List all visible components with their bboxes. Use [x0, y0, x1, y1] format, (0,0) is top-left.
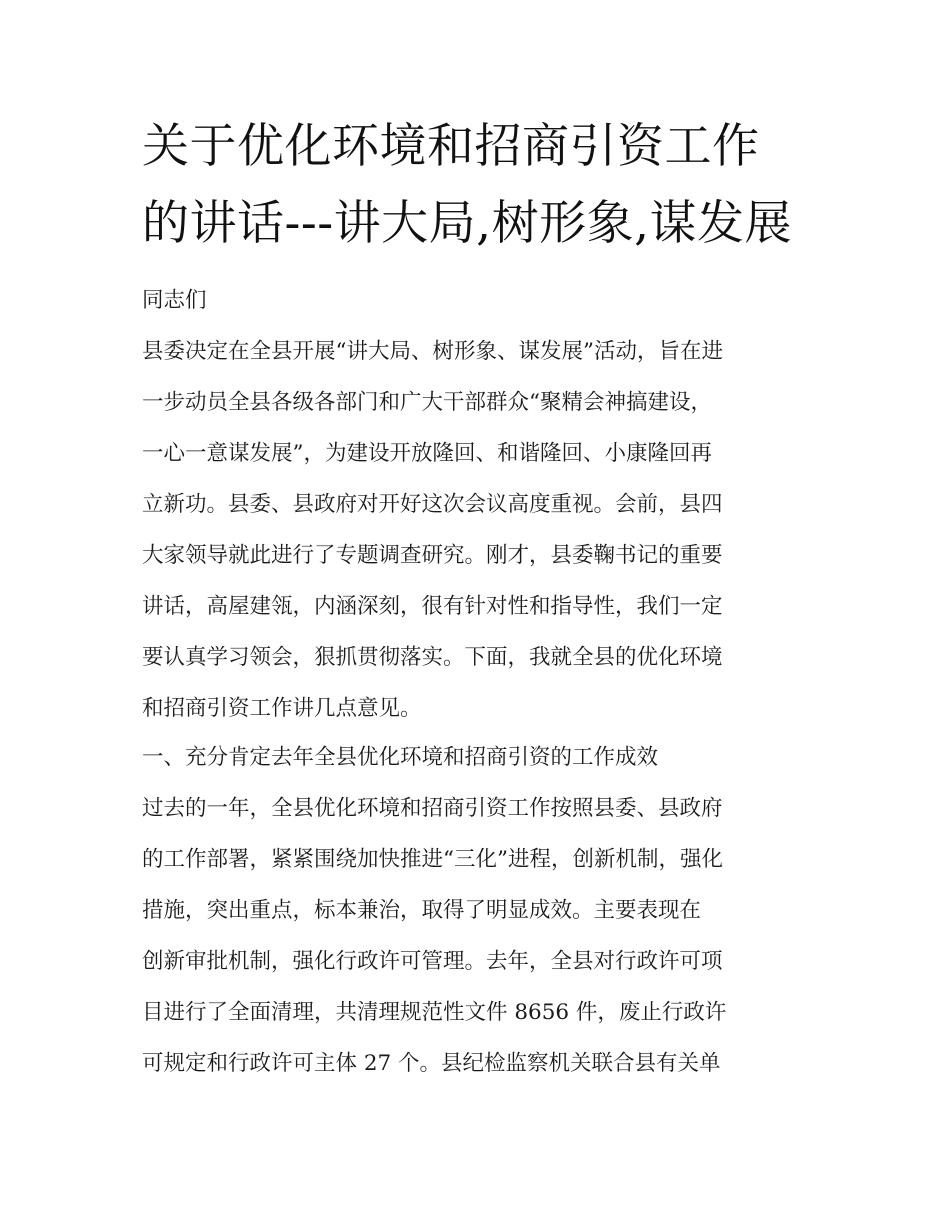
paragraph-line: 过去的一年，全县优化环境和招商引资工作按照县委、县政府 [142, 796, 723, 821]
paragraph-line: 措施，突出重点，标本兼治，取得了明显成效。主要表现在 [142, 898, 702, 923]
paragraph-line: 一心一意谋发展”，为建设开放隆回、和谐隆回、小康隆回再 [142, 441, 712, 466]
paragraph-line: 要认真学习领会，狠抓贯彻落实。下面，我就全县的优化环境 [142, 645, 723, 670]
salutation: 同志们 [142, 288, 207, 313]
paragraph-line: 和招商引资工作讲几点意见。 [142, 696, 422, 721]
paragraph-line: 大家领导就此进行了专题调查研究。刚才，县委鞠书记的重要 [142, 543, 723, 568]
section-heading: 一、充分肯定去年全县优化环境和招商引资的工作成效 [142, 745, 659, 770]
document-title-line-2: 的讲话---讲大局,树形象,谋发展 [142, 196, 793, 251]
paragraph-line: 目进行了全面清理，共清理规范性文件 8656 件，废止行政许 [142, 1000, 727, 1025]
paragraph-line: 创新审批机制，强化行政许可管理。去年，全县对行政许可项 [142, 949, 723, 974]
paragraph-line: 一步动员全县各级各部门和广大干部群众“聚精会神搞建设， [142, 390, 712, 415]
paragraph-line: 的工作部署，紧紧围绕加快推进“三化”进程，创新机制，强化 [142, 847, 723, 872]
paragraph-line: 县委决定在全县开展“讲大局、树形象、谋发展”活动，旨在进 [142, 339, 723, 364]
paragraph-line: 讲话，高屋建瓴，内涵深刻，很有针对性和指导性，我们一定 [142, 594, 723, 619]
paragraph-line: 立新功。县委、县政府对开好这次会议高度重视。会前，县四 [142, 492, 723, 517]
paragraph-line: 可规定和行政许可主体 27 个。县纪检监察机关联合县有关单 [142, 1051, 721, 1076]
document-title-line-1: 关于优化环境和招商引资工作 [142, 119, 760, 174]
